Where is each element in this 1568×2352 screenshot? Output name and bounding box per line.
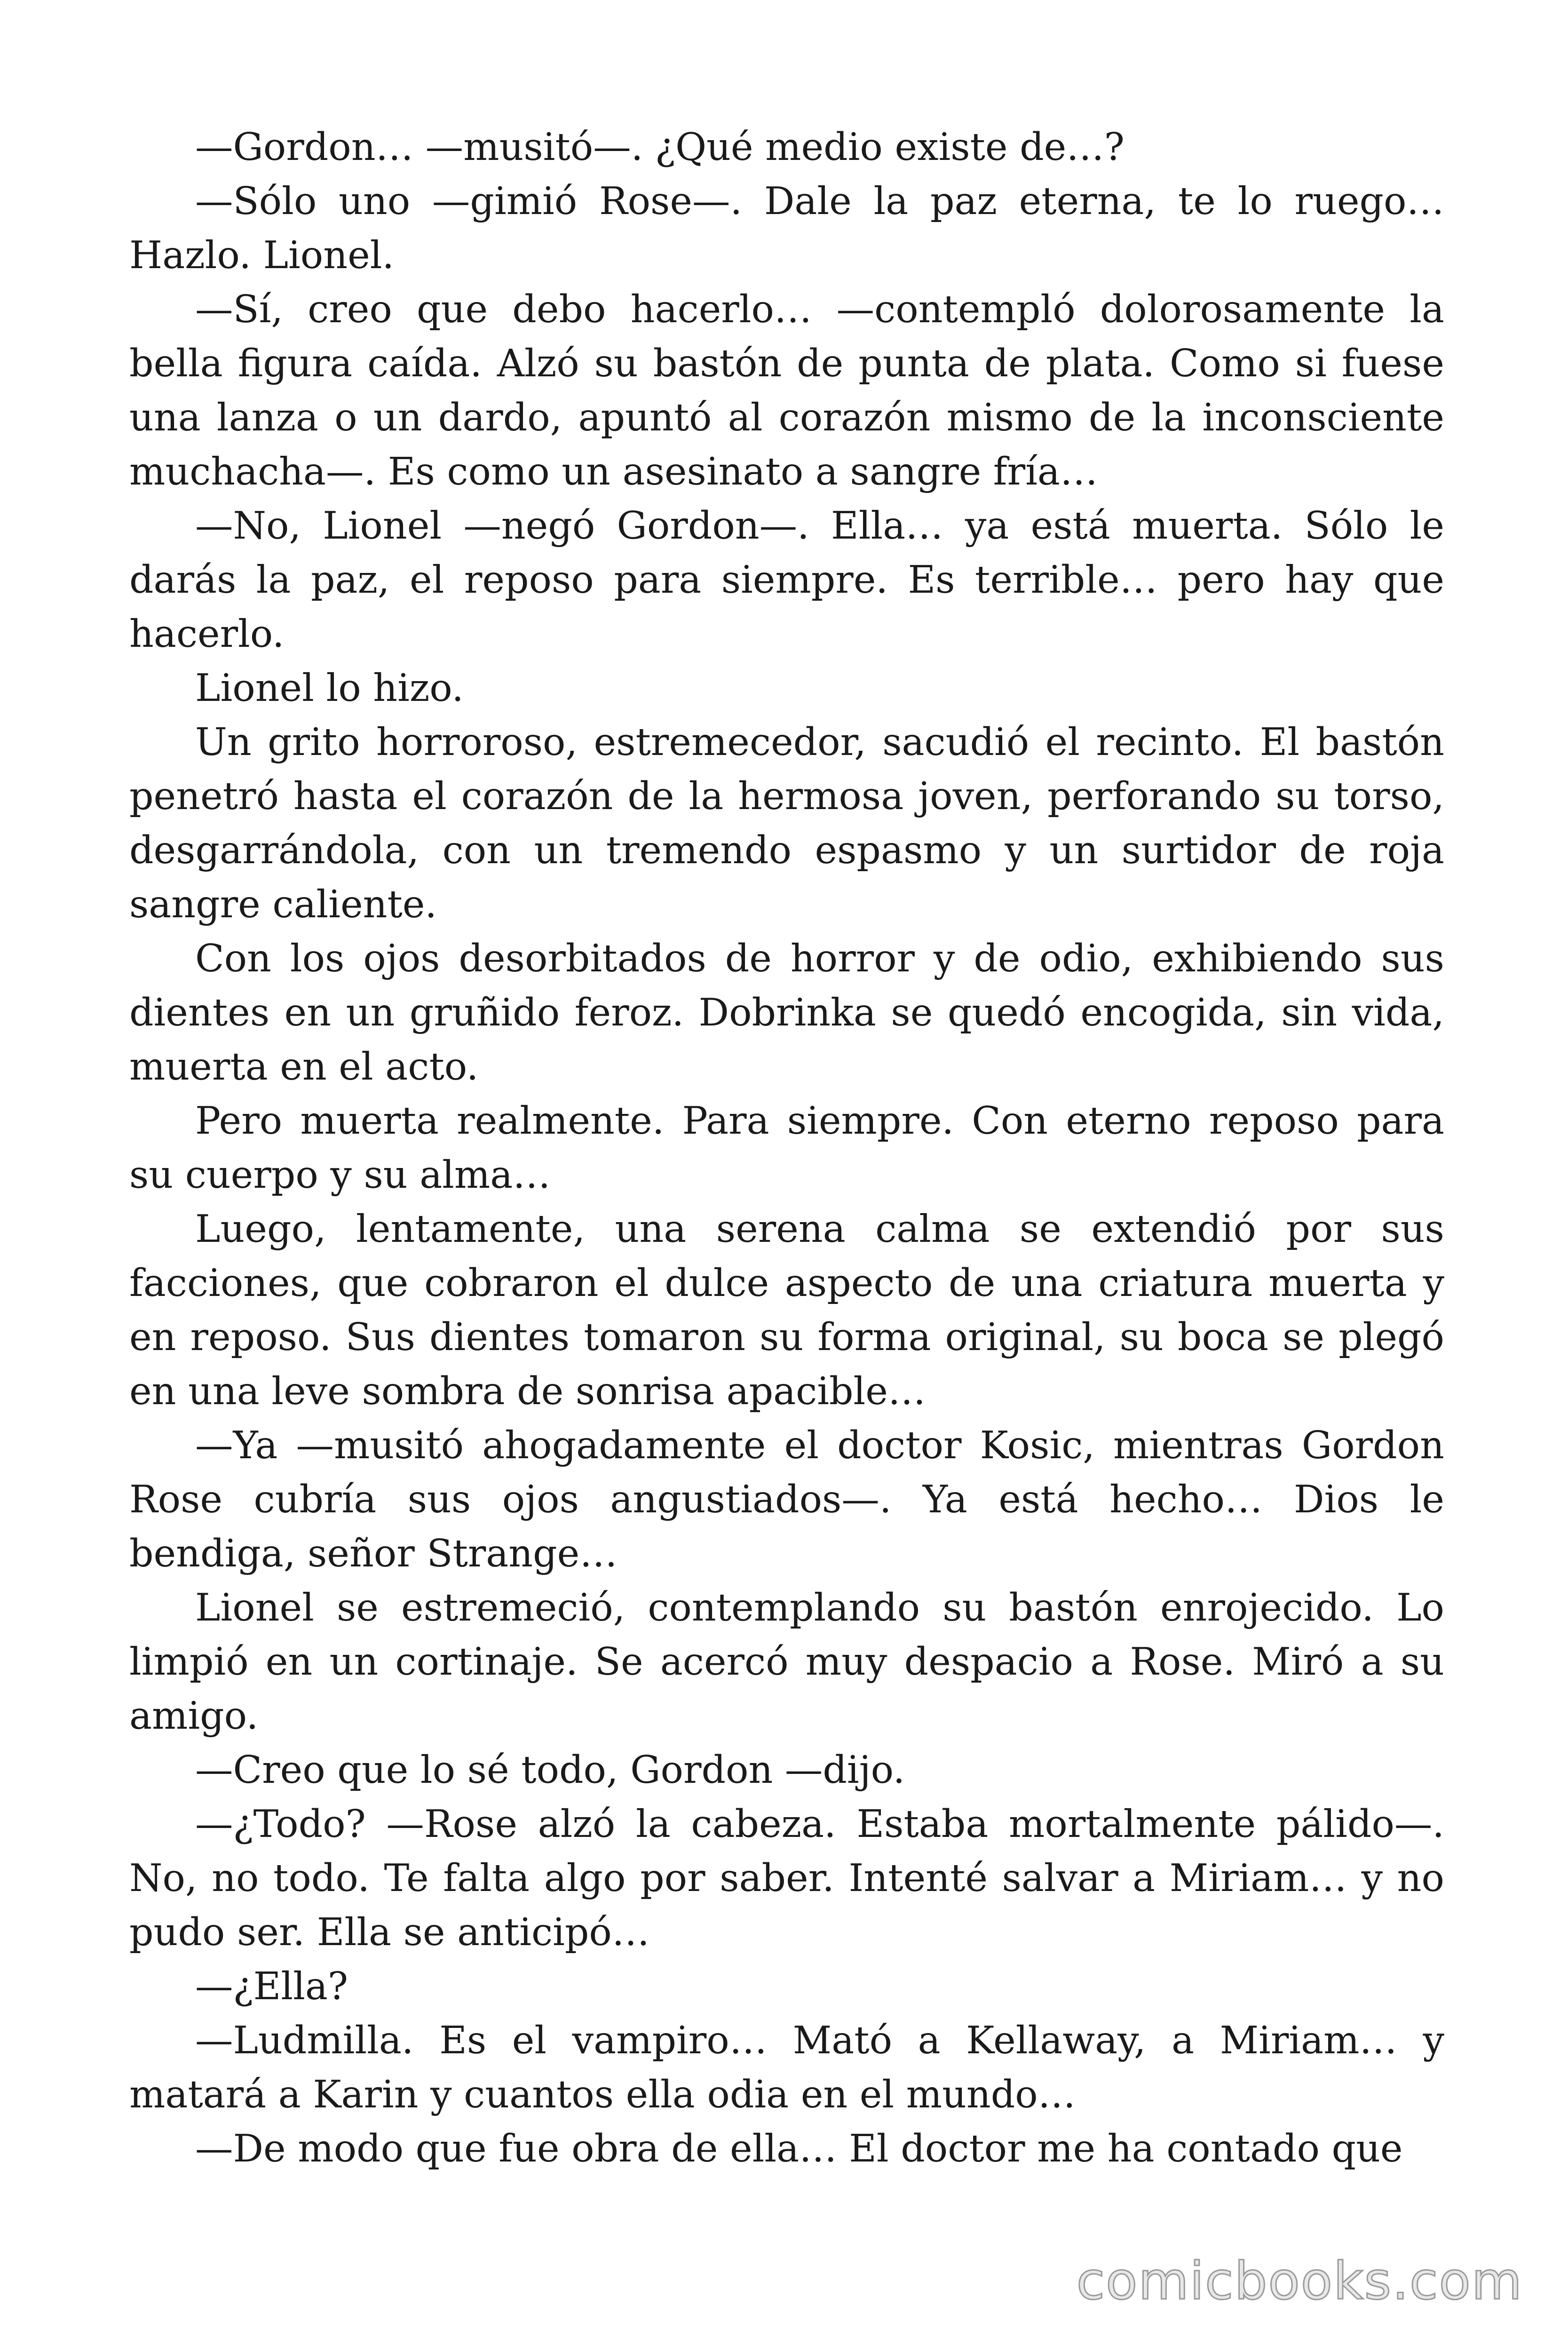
page-text-body xyxy=(129,120,1444,2176)
paragraph: —¿Ella? xyxy=(195,1964,348,2008)
paragraph: —Gordon… —musitó—. ¿Qué medio existe de…? xyxy=(195,125,1125,169)
paragraph: —Ludmilla. Es el vampiro… Mató a Kellaway, a Miriam… y matará a Karin y cuantos ella odia en el mundo… xyxy=(129,2018,1444,2116)
paragraph: Pero muerta realmente. Para siempre. Con eterno reposo para su cuerpo y su alma… xyxy=(129,1098,1444,1197)
paragraph: —Ya —musitó ahogadamente el doctor Kosic, mientras Gordon Rose cubría sus ojos angustiados—. Ya está hecho… Dios le bendiga, señor Strange… xyxy=(129,1423,1444,1575)
paragraph: —Sí, creo que debo hacerlo… —contempló dolorosamente la bella figura caída. Alzó su bastón de punta de plata. Como si fuese una lanza o un dardo, apuntó al corazón mismo de la inconsciente muchacha—. Es como un asesinato a sangre fría… xyxy=(129,287,1444,493)
paragraph: Luego, lentamente, una serena calma se extendió por sus facciones, que cobraron el dulce aspecto de una criatura muerta y en reposo. Sus dientes tomaron su forma original, su boca se plegó en una leve sombra de sonrisa apacible… xyxy=(129,1207,1444,1413)
paragraph: —No, Lionel —negó Gordon—. Ella… ya está muerta. Sólo le darás la paz, el reposo para siempre. Es terrible… pero hay que hacerlo. xyxy=(129,503,1444,656)
paragraph: —Sólo uno —gimió Rose—. Dale la paz eterna, te lo ruego… Hazlo. Lionel. xyxy=(129,179,1444,277)
watermark-text: comicbooks.com xyxy=(1076,2251,1523,2311)
paragraph: Con los ojos desorbitados de horror y de odio, exhibiendo sus dientes en un gruñido feroz. Dobrinka se quedó encogida, sin vida, muerta en el acto. xyxy=(129,936,1444,1089)
paragraph: Lionel se estremeció, contemplando su bastón enrojecido. Lo limpió en un cortinaje. Se acercó muy despacio a Rose. Miró a su amigo. xyxy=(129,1585,1444,1738)
paragraph: —¿Todo? —Rose alzó la cabeza. Estaba mortalmente pálido—. No, no todo. Te falta algo por saber. Intenté salvar a Miriam… y no pudo ser. Ella se anticipó… xyxy=(129,1802,1444,1954)
paragraph: Lionel lo hizo. xyxy=(195,666,464,710)
paragraph: Un grito horroroso, estremecedor, sacudió el recinto. El bastón penetró hasta el corazón de la hermosa joven, perforando su torso, desgarrándola, con un tremendo espasmo y un surtidor de roja sangre caliente. xyxy=(129,720,1444,926)
paragraph: —Creo que lo sé todo, Gordon —dijo. xyxy=(195,1748,905,1792)
paragraph: —De modo que fue obra de ella… El doctor me ha contado que xyxy=(195,2126,1403,2170)
